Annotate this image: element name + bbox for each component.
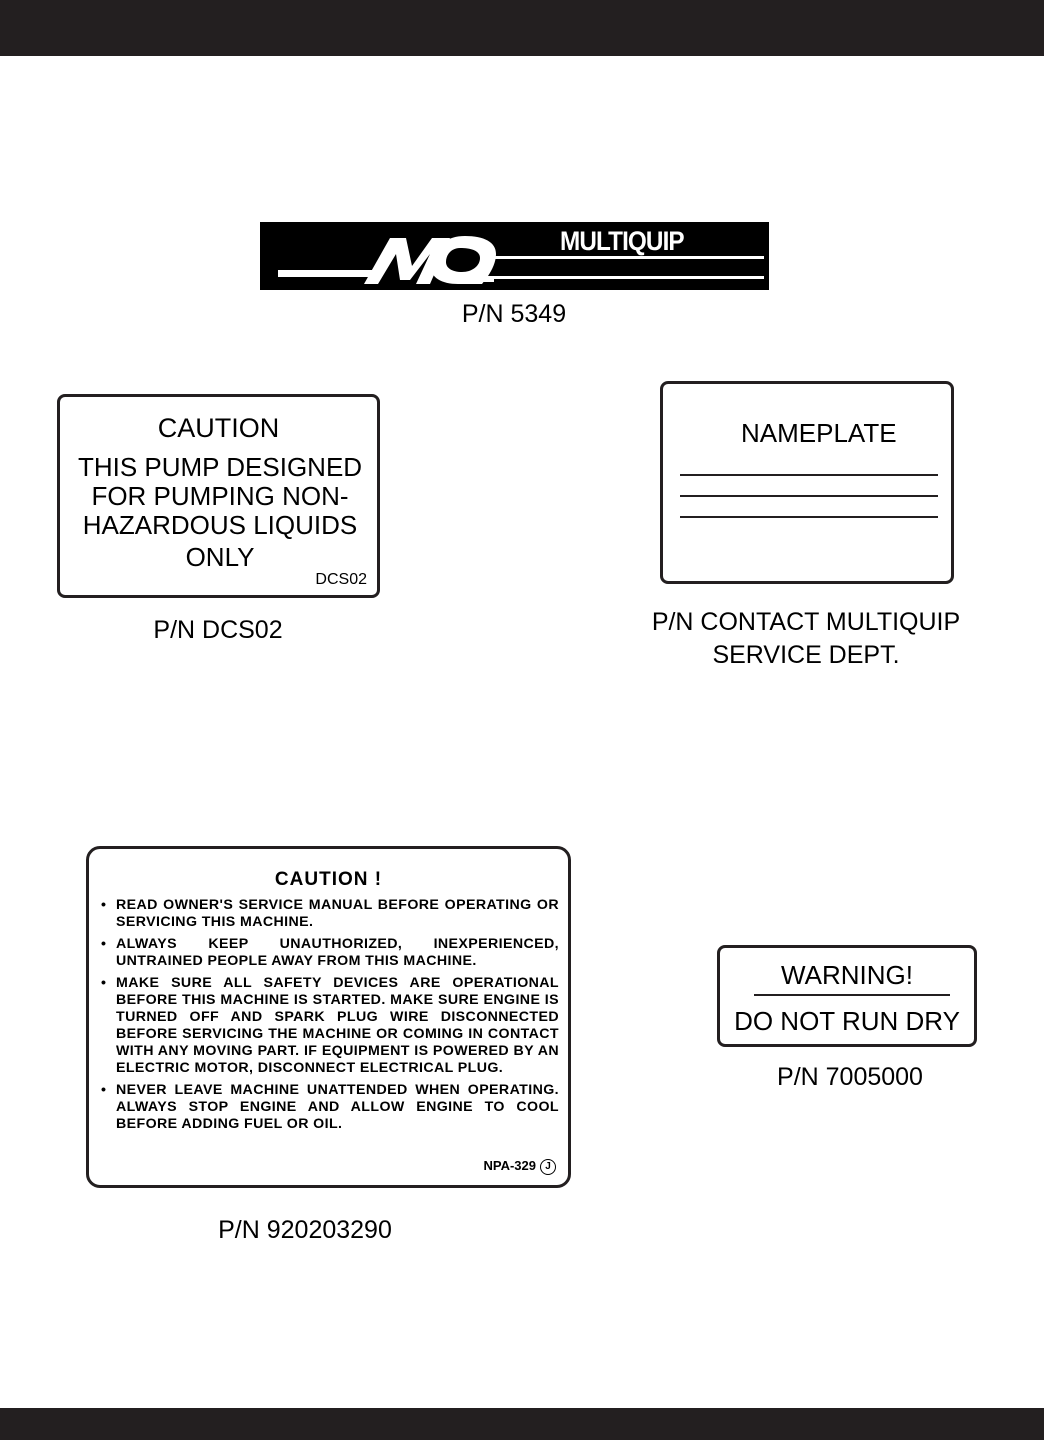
nameplate-rule [680,516,938,518]
caution-line: FOR PUMPING NON- [91,481,349,511]
safety-caution-title: CAUTION ! [274,869,383,890]
caution-pump-label [57,394,380,598]
bottom-banner-bar [0,1408,1044,1440]
nameplate-label [660,381,954,584]
multiquip-logo [260,222,769,290]
logo-brand-text: MULTIQUIP [560,226,684,256]
caution-body [64,453,376,572]
caution-line: ONLY [185,542,255,572]
caution-safety-label [86,846,571,1188]
safety-caution-item: • MAKE SURE ALL SAFETY DEVICES ARE OPERATIONAL BEFORE THIS MACHINE IS STARTED. MAKE SURE ENGINE IS TURNED OFF AND SPARK PLUG WIRE DISCONNECTED BEFORE SERVICING THE MACHINE OR COMING IN CONTACT WITH ANY MOVING PART. IF EQUIPMENT IS POWERED BY AN ELECTRIC MOTOR, DISCONNECT ELECTRICAL PLUG. [101,975,559,1077]
nameplate-title: NAMEPLATE [741,418,897,448]
safety-caution-list [101,897,559,1138]
nameplate-rule [680,474,938,476]
safety-label-code-text: NPA-329 [483,1158,536,1174]
safety-caution-item: • ALWAYS KEEP UNAUTHORIZED, INEXPERIENCED, UNTRAINED PEOPLE AWAY FROM THIS MACHINE. [101,936,559,970]
caution-line: THIS PUMP DESIGNED [77,452,363,482]
caution-title: CAUTION [157,413,280,443]
caution-line: HAZARDOUS LIQUIDS [82,510,358,540]
warning-body: DO NOT RUN DRY [734,1006,960,1036]
top-banner-bar [0,0,1044,56]
warning-rule [754,994,950,996]
caution-part-number: P/N DCS02 [153,616,283,644]
mq-logo-mark [260,222,769,290]
caution-label-code: DCS02 [315,571,367,588]
warning-title: WARNING! [781,960,913,990]
nameplate-part-number-line: SERVICE DEPT. [712,641,900,669]
safety-caution-item: • NEVER LEAVE MACHINE UNATTENDED WHEN OPERATING. ALWAYS STOP ENGINE AND ALLOW ENGINE TO COOL BEFORE ADDING FUEL OR OIL. [101,1082,559,1133]
safety-label-code [483,1158,556,1175]
warning-label [717,945,977,1047]
nameplate-part-number-line: P/N CONTACT MULTIQUIP [651,608,961,636]
logo-part-number: P/N 5349 [461,300,567,328]
nameplate-rule [680,495,938,497]
nameplate-part-number [620,606,992,672]
safety-caution-item: • READ OWNER'S SERVICE MANUAL BEFORE OPERATING OR SERVICING THIS MACHINE. [101,897,559,931]
safety-label-part-number: P/N 920203290 [218,1216,392,1244]
warning-part-number: P/N 7005000 [777,1063,923,1091]
circled-j-icon: J [540,1159,556,1175]
